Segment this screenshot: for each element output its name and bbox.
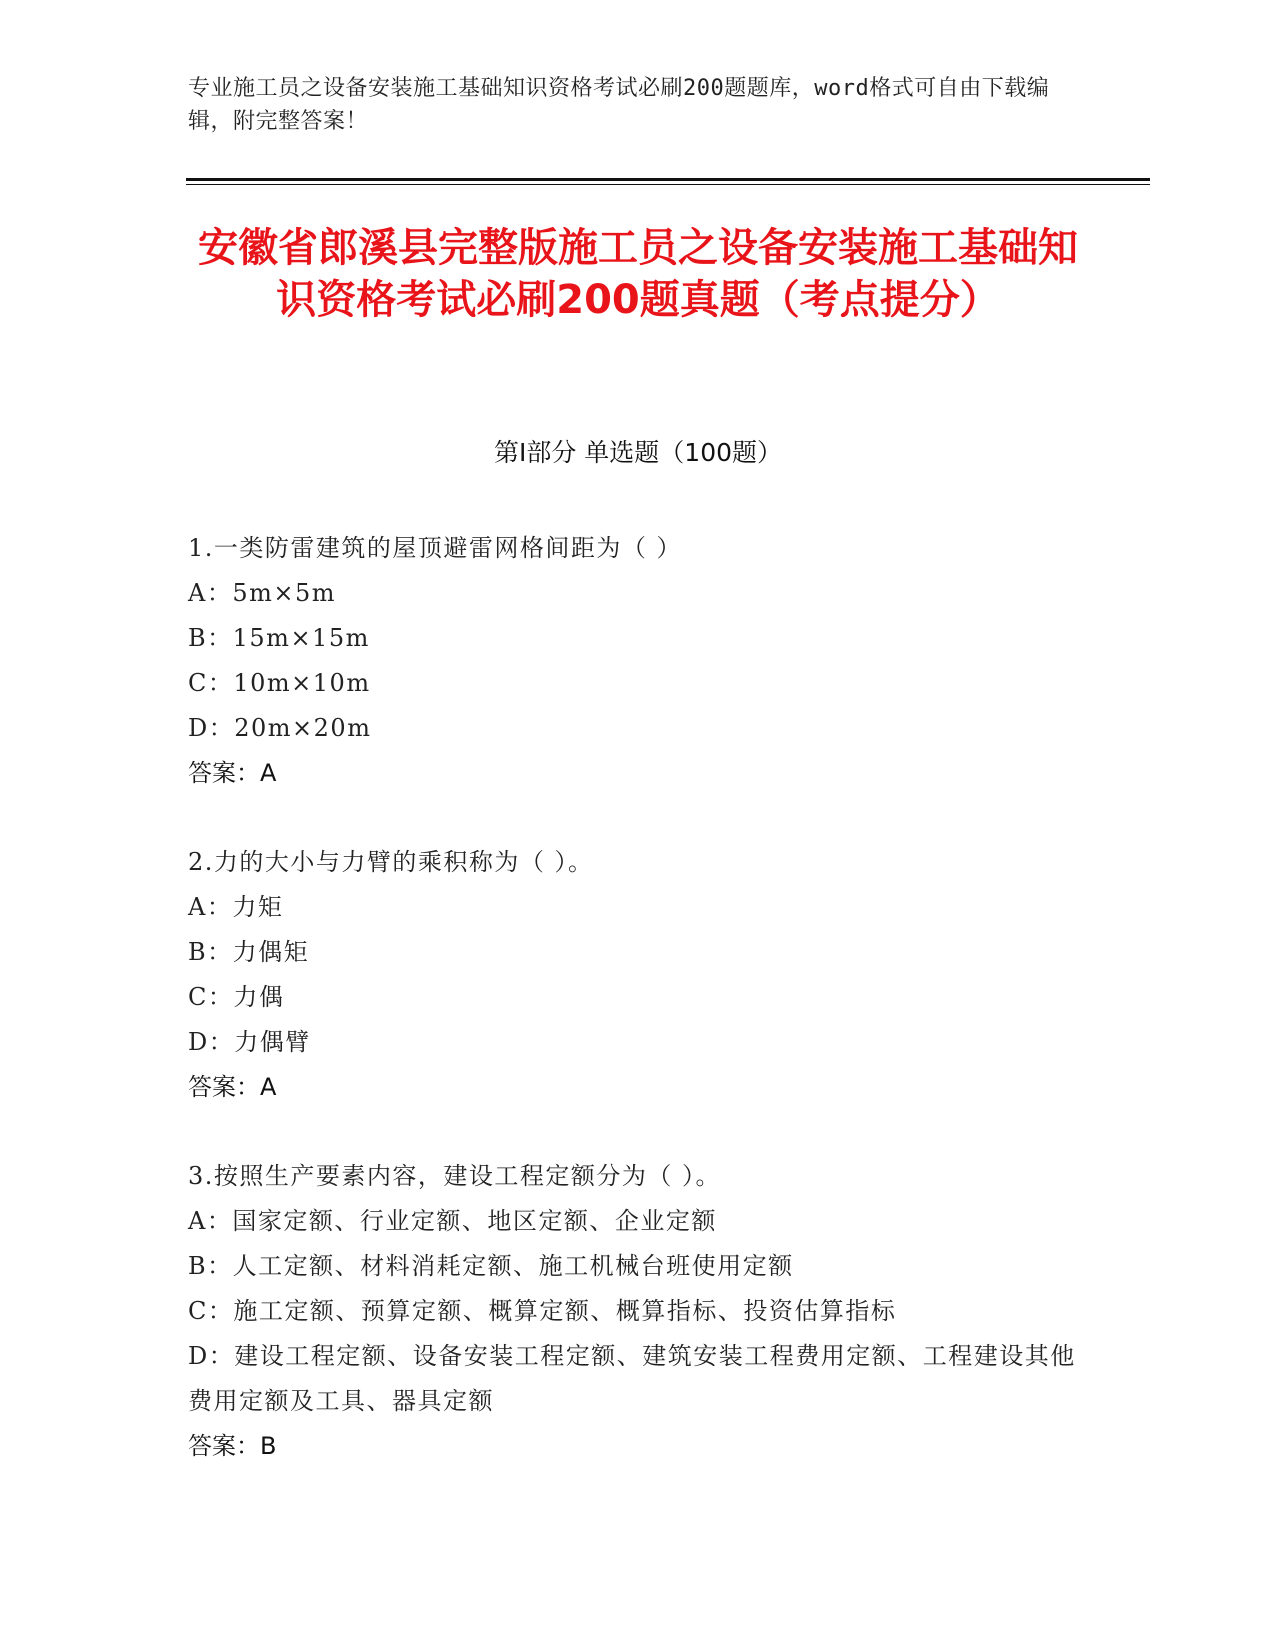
answer-line: 答案：A [188,759,277,787]
option-a [188,571,1088,616]
option-text: 力偶 [233,983,285,1011]
answer-line: 答案：B [188,1432,277,1460]
option-d [188,1020,1088,1065]
option-key: A： [188,579,233,607]
question-stem: 3.按照生产要素内容，建设工程定额分为（ ）。 [188,1162,722,1190]
option-a [188,885,1088,930]
option-key: C： [188,1297,234,1325]
option-key: C： [188,983,234,1011]
option-key: D： [188,1028,235,1056]
option-c [188,975,1088,1020]
option-c [188,1289,1088,1334]
option-c [188,661,1088,706]
question-stem: 2.力的大小与力臂的乘积称为（ ）。 [188,848,594,876]
option-b [188,930,1088,975]
option-text: 人工定额、材料消耗定额、施工机械台班使用定额 [232,1252,794,1280]
option-key: C： [188,669,234,697]
option-b [188,1244,1088,1289]
header-note: 专业施工员之设备安装施工基础知识资格考试必刷200题题库，word格式可自由下载编辑，附完整答案！ [188,76,1050,134]
option-text: 10m×10m [233,669,371,697]
question-list [188,526,1088,1513]
option-text: 20m×20m [234,714,372,742]
option-text: 国家定额、行业定额、地区定额、企业定额 [232,1207,717,1235]
option-text: 力偶矩 [232,938,310,966]
answer-line: 答案：A [188,1073,277,1101]
header-rule-thin [186,184,1150,185]
option-text: 力偶臂 [234,1028,311,1056]
option-key: B： [188,1252,233,1280]
question-3 [188,1154,1088,1469]
option-text: 建设工程定额、设备安装工程定额、建筑安装工程费用定额、工程建设其他费用定额及工具、器具定额 [188,1342,1076,1415]
option-text: 15m×15m [232,624,370,652]
question-2 [188,840,1088,1110]
option-key: A： [188,1207,233,1235]
option-d [188,706,1088,751]
header-rule-thick [186,178,1150,181]
option-b [188,616,1088,661]
document-title: 安徽省郎溪县完整版施工员之设备安装施工基础知识资格考试必刷200题真题（考点提分） [198,225,1078,323]
question-1 [188,526,1088,796]
option-text: 施工定额、预算定额、概算定额、概算指标、投资估算指标 [233,1297,897,1325]
section-title: 第Ⅰ部分 单选题（100题） [493,438,783,467]
option-key: B： [188,938,233,966]
option-key: D： [188,714,235,742]
option-text: 5m×5m [232,579,337,607]
option-key: B： [188,624,233,652]
option-key: D： [188,1342,235,1370]
option-key: A： [188,893,233,921]
question-stem: 1.一类防雷建筑的屋顶避雷网格间距为（ ） [188,534,683,562]
option-a [188,1199,1088,1244]
option-d [188,1334,1088,1424]
option-text: 力矩 [232,893,284,921]
